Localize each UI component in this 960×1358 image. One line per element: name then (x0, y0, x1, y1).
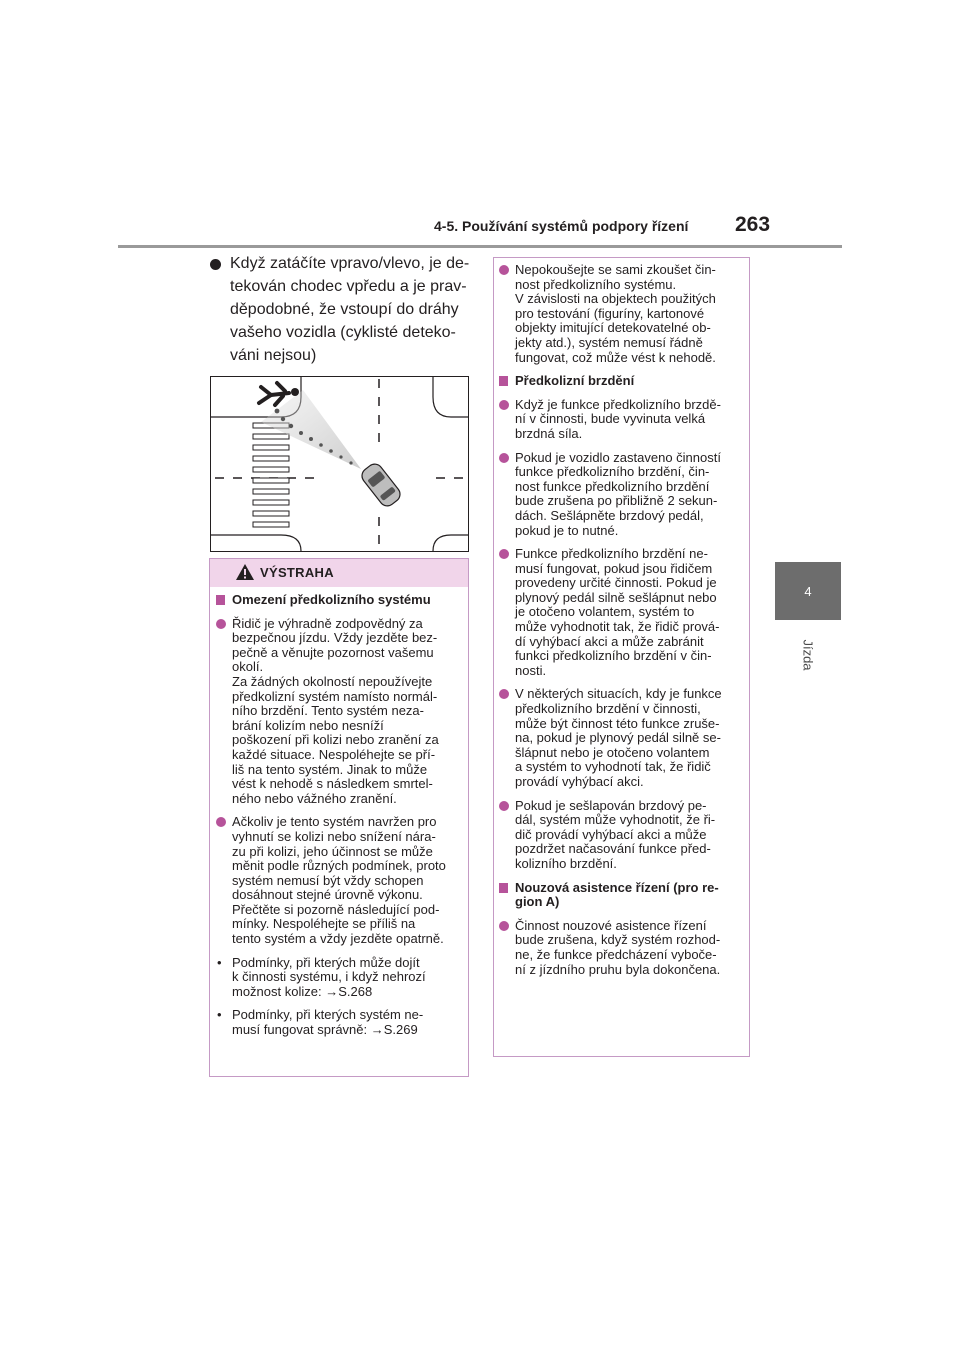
curb-bottom-left (211, 535, 301, 551)
warning-bullet-1: Řidič je výhradně zodpovědný za bezpečnou jízdu. Vždy jezděte bez- pečně a věnujte pozornost vašemu okolí. Za žádných okolností nepoužívejte předkolizní systém namísto normál- ního brzdění. Tento systém neza- brání kolizím nebo nesníží poškození při kolizi nebo zranění za každé situace. Nespoléhejte se pří- liš na tento systém. Jinak to může vést k nehodě s následkem smrtel- ného nebo vážného zranění. (215, 617, 461, 807)
bullet-braking-1: Když je funkce předkolizního brzdě- ní v činnosti, bude vyvinuta velká brzdná síla. (498, 398, 744, 442)
chapter-label-text: Jízda (800, 639, 816, 671)
heading-emergency-steering: Nouzová asistence řízení (pro re- gion A) (498, 881, 744, 910)
bullet-steering: Činnost nouzové asistence řízení bude zrušena, když systém rozhod- ne, že funkce předcházení vyboče- ní z jízdního pruhu byla dokončena. (498, 919, 744, 977)
bullet-dot-icon (210, 259, 221, 270)
warning-title: VÝSTRAHA (260, 565, 334, 580)
main-bullet (208, 252, 470, 367)
bullet-braking-5: Pokud je sešlapován brzdový pe- dál, systém může vyhodnotit, že ři- dič provádí vyhýbací akci a může pozdržet načasování funkce před- kolizního brzdění. (498, 799, 744, 872)
curb-top-right (433, 377, 468, 417)
main-bullet-text: Když zatáčíte vpravo/vlevo, je de- tekován chodec vpředu a je prav- děpodobné, že vstoupí do dráhy vašeho vozidla (cyklisté deteko- váni nejsou) (230, 255, 470, 364)
chapter-tab (775, 562, 841, 620)
curb-bottom-right (433, 535, 468, 551)
warning-condition-1: • Podmínky, při kterých může dojít k činnosti systému, i když nehrozí možnost kolize: →S.268 (215, 956, 461, 1000)
intersection-diagram (211, 377, 468, 551)
bullet-braking-2: Pokud je vozidlo zastaveno činností funkce předkolizního brzdění, čin- nost funkce předkolizního brzdění bude zrušena po přibližně 2 sekun- dách. Sešlápněte brzdový pedál, pokud je to nutné. (498, 451, 744, 539)
bullet-braking-4: V některých situacích, kdy je funkce předkolizního brzdění v činnosti, může být činnost této funkce zruše- na, pokud je plynový pedál silně se- šlápnut nebo je otočeno volantem a systém to vyhodnotí tak, že řidič provádí vyhýbací akci. (498, 687, 744, 789)
section-title: 4-5. Používání systémů podpory řízení (434, 218, 689, 234)
intersection-illustration (210, 376, 469, 552)
warning-condition-2: • Podmínky, při kterých systém ne- musí fungovat správně: →S.269 (215, 1008, 461, 1037)
chapter-number: 4 (804, 583, 812, 599)
crosswalk (253, 423, 289, 527)
header-rule (118, 245, 842, 248)
bullet-testing: Nepokoušejte se sami zkoušet čin- nost předkolizního systému. V závislosti na objektech použitých pro testování (figuríny, kartonové objekty imitující detekovatelné ob- jekty atd.), systém nemusí řádně fungovat, což může vést k nehodě. (498, 263, 744, 365)
warning-bullet-2: Ačkoliv je tento systém navržen pro vyhnutí se kolizi nebo snížení nára- zu při kolizi, jeho účinnost se může měnit podle různých podmínek, proto systém nemusí být vždy schopen dosáhnout stejné úrovně výkonu. Přečtěte si pozorně následující pod- mínky. Nespoléhejte se příliš na tento systém a vždy jezděte opatrně. (215, 815, 461, 946)
warning-content (215, 593, 461, 1047)
page-number: 263 (735, 213, 771, 236)
warning-heading: Omezení předkolizního systému (215, 593, 461, 608)
continued-warning-content (498, 263, 744, 986)
heading-pre-collision-braking: Předkolizní brzdění (498, 374, 744, 389)
warning-triangle-icon (235, 563, 255, 581)
chapter-label (780, 630, 836, 680)
warning-header (210, 559, 468, 587)
bullet-braking-3: Funkce předkolizního brzdění ne- musí fungovat, pokud jsou řidičem provedeny určité činnosti. Pokud je plynový pedál silně sešlápnut nebo je otočeno volantem, systém to může vyhodnotit tak, že řidič prová- dí vyhýbací akci a může zabránit funkci předkolizního brzdění v čin- nosti. (498, 547, 744, 678)
car-icon (359, 461, 403, 509)
